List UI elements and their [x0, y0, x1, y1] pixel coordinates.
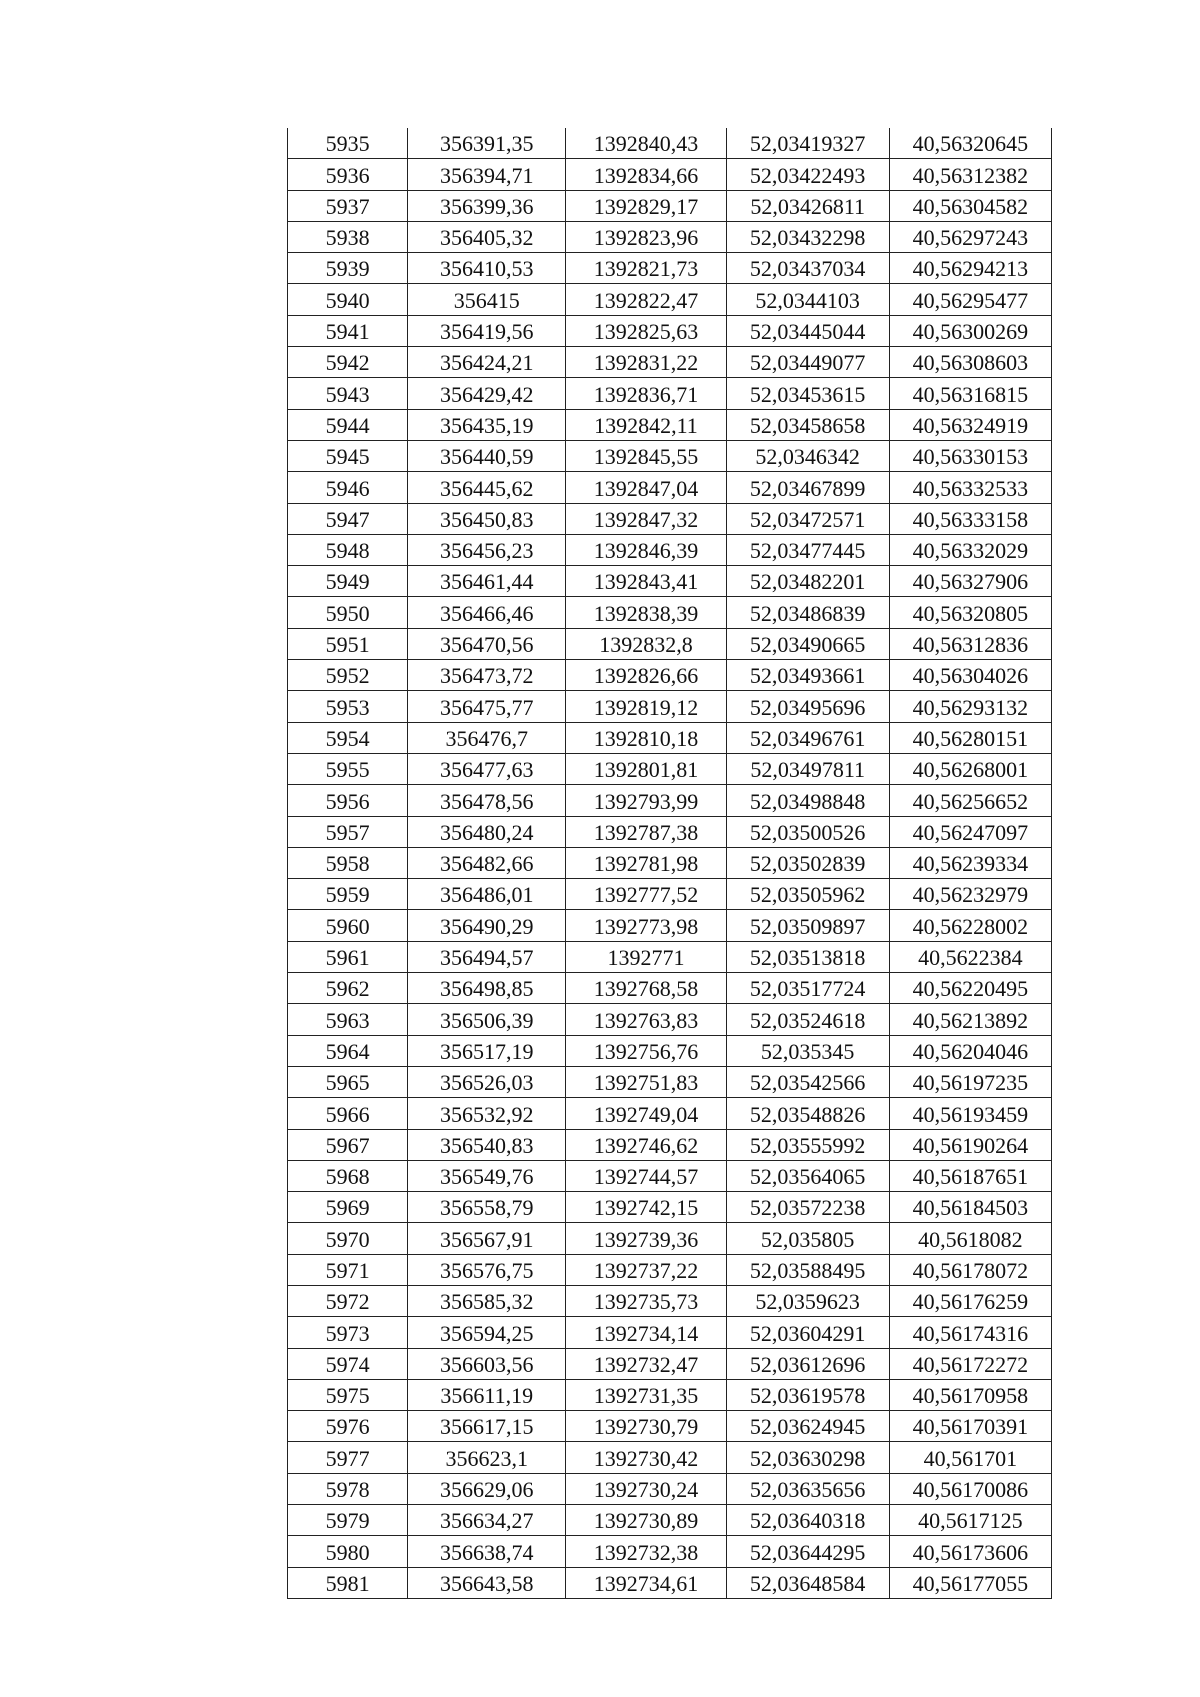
y-coordinate-cell: 1392737,22: [566, 1254, 726, 1285]
longitude-cell: 40,56304582: [889, 190, 1051, 221]
longitude-cell: 40,56174316: [889, 1317, 1051, 1348]
y-coordinate-cell: 1392746,62: [566, 1129, 726, 1160]
x-coordinate-cell: 356594,25: [408, 1317, 566, 1348]
latitude-cell: 52,03467899: [726, 472, 889, 503]
y-coordinate-cell: 1392734,14: [566, 1317, 726, 1348]
table-row: [288, 691, 1052, 722]
y-coordinate-cell: 1392731,35: [566, 1379, 726, 1410]
latitude-cell: 52,03624945: [726, 1411, 889, 1442]
latitude-cell: 52,03458658: [726, 409, 889, 440]
latitude-cell: 52,03564065: [726, 1160, 889, 1191]
latitude-cell: 52,03513818: [726, 941, 889, 972]
y-coordinate-cell: 1392819,12: [566, 691, 726, 722]
table-row: [288, 1473, 1052, 1504]
table-row: [288, 973, 1052, 1004]
x-coordinate-cell: 356410,53: [408, 253, 566, 284]
y-coordinate-cell: 1392847,04: [566, 472, 726, 503]
x-coordinate-cell: 356405,32: [408, 221, 566, 252]
y-coordinate-cell: 1392771: [566, 941, 726, 972]
latitude-cell: 52,03630298: [726, 1442, 889, 1473]
x-coordinate-cell: 356415: [408, 284, 566, 315]
x-coordinate-cell: 356634,27: [408, 1505, 566, 1536]
table-row: [288, 1192, 1052, 1223]
latitude-cell: 52,03490665: [726, 628, 889, 659]
table-row: [288, 315, 1052, 346]
x-coordinate-cell: 356461,44: [408, 566, 566, 597]
point-number-cell: 5960: [288, 910, 408, 941]
table-row: [288, 1567, 1052, 1598]
x-coordinate-cell: 356429,42: [408, 378, 566, 409]
x-coordinate-cell: 356486,01: [408, 879, 566, 910]
y-coordinate-cell: 1392801,81: [566, 753, 726, 784]
y-coordinate-cell: 1392732,38: [566, 1536, 726, 1567]
x-coordinate-cell: 356643,58: [408, 1567, 566, 1598]
point-number-cell: 5946: [288, 472, 408, 503]
point-number-cell: 5962: [288, 973, 408, 1004]
point-number-cell: 5935: [288, 128, 408, 159]
latitude-cell: 52,03635656: [726, 1473, 889, 1504]
point-number-cell: 5938: [288, 221, 408, 252]
y-coordinate-cell: 1392846,39: [566, 534, 726, 565]
point-number-cell: 5978: [288, 1473, 408, 1504]
x-coordinate-cell: 356391,35: [408, 128, 566, 159]
table-row: [288, 1004, 1052, 1035]
y-coordinate-cell: 1392751,83: [566, 1066, 726, 1097]
longitude-cell: 40,56190264: [889, 1129, 1051, 1160]
point-number-cell: 5957: [288, 816, 408, 847]
x-coordinate-cell: 356394,71: [408, 159, 566, 190]
table-row: [288, 190, 1052, 221]
point-number-cell: 5973: [288, 1317, 408, 1348]
table-row: [288, 722, 1052, 753]
longitude-cell: 40,56324919: [889, 409, 1051, 440]
y-coordinate-cell: 1392821,73: [566, 253, 726, 284]
latitude-cell: 52,03422493: [726, 159, 889, 190]
table-row: [288, 409, 1052, 440]
y-coordinate-cell: 1392773,98: [566, 910, 726, 941]
table-row: [288, 1505, 1052, 1536]
point-number-cell: 5970: [288, 1223, 408, 1254]
point-number-cell: 5959: [288, 879, 408, 910]
table-row: [288, 1160, 1052, 1191]
y-coordinate-cell: 1392810,18: [566, 722, 726, 753]
latitude-cell: 52,03453615: [726, 378, 889, 409]
y-coordinate-cell: 1392742,15: [566, 1192, 726, 1223]
point-number-cell: 5969: [288, 1192, 408, 1223]
latitude-cell: 52,03449077: [726, 347, 889, 378]
y-coordinate-cell: 1392829,17: [566, 190, 726, 221]
latitude-cell: 52,0346342: [726, 440, 889, 471]
x-coordinate-cell: 356435,19: [408, 409, 566, 440]
coordinates-table: [287, 128, 1052, 1599]
point-number-cell: 5955: [288, 753, 408, 784]
point-number-cell: 5958: [288, 847, 408, 878]
longitude-cell: 40,56330153: [889, 440, 1051, 471]
x-coordinate-cell: 356466,46: [408, 597, 566, 628]
table-row: [288, 566, 1052, 597]
table-row: [288, 847, 1052, 878]
longitude-cell: 40,56312836: [889, 628, 1051, 659]
table-row: [288, 597, 1052, 628]
longitude-cell: 40,56294213: [889, 253, 1051, 284]
longitude-cell: 40,56187651: [889, 1160, 1051, 1191]
point-number-cell: 5967: [288, 1129, 408, 1160]
longitude-cell: 40,56178072: [889, 1254, 1051, 1285]
x-coordinate-cell: 356567,91: [408, 1223, 566, 1254]
longitude-cell: 40,56172272: [889, 1348, 1051, 1379]
latitude-cell: 52,035805: [726, 1223, 889, 1254]
table-row: [288, 1442, 1052, 1473]
latitude-cell: 52,03619578: [726, 1379, 889, 1410]
point-number-cell: 5939: [288, 253, 408, 284]
longitude-cell: 40,56300269: [889, 315, 1051, 346]
x-coordinate-cell: 356399,36: [408, 190, 566, 221]
point-number-cell: 5974: [288, 1348, 408, 1379]
y-coordinate-cell: 1392730,42: [566, 1442, 726, 1473]
table-row: [288, 1536, 1052, 1567]
longitude-cell: 40,56228002: [889, 910, 1051, 941]
point-number-cell: 5979: [288, 1505, 408, 1536]
y-coordinate-cell: 1392749,04: [566, 1098, 726, 1129]
y-coordinate-cell: 1392763,83: [566, 1004, 726, 1035]
point-number-cell: 5980: [288, 1536, 408, 1567]
latitude-cell: 52,03524618: [726, 1004, 889, 1035]
longitude-cell: 40,56170391: [889, 1411, 1051, 1442]
table-row: [288, 1098, 1052, 1129]
x-coordinate-cell: 356445,62: [408, 472, 566, 503]
latitude-cell: 52,03496761: [726, 722, 889, 753]
longitude-cell: 40,56320805: [889, 597, 1051, 628]
table-row: [288, 1379, 1052, 1410]
y-coordinate-cell: 1392781,98: [566, 847, 726, 878]
longitude-cell: 40,56332029: [889, 534, 1051, 565]
y-coordinate-cell: 1392847,32: [566, 503, 726, 534]
latitude-cell: 52,03437034: [726, 253, 889, 284]
latitude-cell: 52,03502839: [726, 847, 889, 878]
y-coordinate-cell: 1392768,58: [566, 973, 726, 1004]
longitude-cell: 40,56327906: [889, 566, 1051, 597]
latitude-cell: 52,03555992: [726, 1129, 889, 1160]
latitude-cell: 52,035345: [726, 1035, 889, 1066]
x-coordinate-cell: 356475,77: [408, 691, 566, 722]
point-number-cell: 5971: [288, 1254, 408, 1285]
y-coordinate-cell: 1392836,71: [566, 378, 726, 409]
x-coordinate-cell: 356480,24: [408, 816, 566, 847]
y-coordinate-cell: 1392845,55: [566, 440, 726, 471]
point-number-cell: 5956: [288, 785, 408, 816]
x-coordinate-cell: 356490,29: [408, 910, 566, 941]
longitude-cell: 40,56268001: [889, 753, 1051, 784]
point-number-cell: 5981: [288, 1567, 408, 1598]
point-number-cell: 5949: [288, 566, 408, 597]
longitude-cell: 40,56193459: [889, 1098, 1051, 1129]
point-number-cell: 5961: [288, 941, 408, 972]
latitude-cell: 52,03500526: [726, 816, 889, 847]
y-coordinate-cell: 1392825,63: [566, 315, 726, 346]
x-coordinate-cell: 356629,06: [408, 1473, 566, 1504]
y-coordinate-cell: 1392831,22: [566, 347, 726, 378]
y-coordinate-cell: 1392730,89: [566, 1505, 726, 1536]
table-row: [288, 1254, 1052, 1285]
table-row: [288, 284, 1052, 315]
longitude-cell: 40,56173606: [889, 1536, 1051, 1567]
y-coordinate-cell: 1392739,36: [566, 1223, 726, 1254]
table-row: [288, 1035, 1052, 1066]
y-coordinate-cell: 1392734,61: [566, 1567, 726, 1598]
x-coordinate-cell: 356617,15: [408, 1411, 566, 1442]
y-coordinate-cell: 1392826,66: [566, 660, 726, 691]
point-number-cell: 5965: [288, 1066, 408, 1097]
x-coordinate-cell: 356473,72: [408, 660, 566, 691]
point-number-cell: 5940: [288, 284, 408, 315]
x-coordinate-cell: 356611,19: [408, 1379, 566, 1410]
longitude-cell: 40,56308603: [889, 347, 1051, 378]
x-coordinate-cell: 356603,56: [408, 1348, 566, 1379]
latitude-cell: 52,03604291: [726, 1317, 889, 1348]
x-coordinate-cell: 356450,83: [408, 503, 566, 534]
point-number-cell: 5937: [288, 190, 408, 221]
x-coordinate-cell: 356638,74: [408, 1536, 566, 1567]
y-coordinate-cell: 1392793,99: [566, 785, 726, 816]
coordinates-table-body: [288, 128, 1052, 1598]
point-number-cell: 5954: [288, 722, 408, 753]
longitude-cell: 40,56197235: [889, 1066, 1051, 1097]
table-row: [288, 1066, 1052, 1097]
x-coordinate-cell: 356482,66: [408, 847, 566, 878]
latitude-cell: 52,03648584: [726, 1567, 889, 1598]
longitude-cell: 40,56304026: [889, 660, 1051, 691]
latitude-cell: 52,03612696: [726, 1348, 889, 1379]
x-coordinate-cell: 356424,21: [408, 347, 566, 378]
latitude-cell: 52,03477445: [726, 534, 889, 565]
table-row: [288, 347, 1052, 378]
point-number-cell: 5952: [288, 660, 408, 691]
table-row: [288, 753, 1052, 784]
y-coordinate-cell: 1392756,76: [566, 1035, 726, 1066]
table-row: [288, 910, 1052, 941]
longitude-cell: 40,56232979: [889, 879, 1051, 910]
x-coordinate-cell: 356494,57: [408, 941, 566, 972]
point-number-cell: 5945: [288, 440, 408, 471]
longitude-cell: 40,5617125: [889, 1505, 1051, 1536]
table-row: [288, 785, 1052, 816]
x-coordinate-cell: 356576,75: [408, 1254, 566, 1285]
y-coordinate-cell: 1392843,41: [566, 566, 726, 597]
point-number-cell: 5964: [288, 1035, 408, 1066]
longitude-cell: 40,56239334: [889, 847, 1051, 878]
point-number-cell: 5936: [288, 159, 408, 190]
point-number-cell: 5943: [288, 378, 408, 409]
y-coordinate-cell: 1392842,11: [566, 409, 726, 440]
y-coordinate-cell: 1392840,43: [566, 128, 726, 159]
longitude-cell: 40,56295477: [889, 284, 1051, 315]
y-coordinate-cell: 1392730,24: [566, 1473, 726, 1504]
y-coordinate-cell: 1392735,73: [566, 1285, 726, 1316]
latitude-cell: 52,03498848: [726, 785, 889, 816]
table-row: [288, 879, 1052, 910]
x-coordinate-cell: 356456,23: [408, 534, 566, 565]
x-coordinate-cell: 356526,03: [408, 1066, 566, 1097]
table-row: [288, 1223, 1052, 1254]
point-number-cell: 5968: [288, 1160, 408, 1191]
longitude-cell: 40,56320645: [889, 128, 1051, 159]
x-coordinate-cell: 356506,39: [408, 1004, 566, 1035]
y-coordinate-cell: 1392823,96: [566, 221, 726, 252]
longitude-cell: 40,56312382: [889, 159, 1051, 190]
longitude-cell: 40,56184503: [889, 1192, 1051, 1223]
longitude-cell: 40,56170086: [889, 1473, 1051, 1504]
point-number-cell: 5948: [288, 534, 408, 565]
latitude-cell: 52,03432298: [726, 221, 889, 252]
longitude-cell: 40,56247097: [889, 816, 1051, 847]
table-row: [288, 534, 1052, 565]
longitude-cell: 40,56316815: [889, 378, 1051, 409]
latitude-cell: 52,03644295: [726, 1536, 889, 1567]
table-row: [288, 660, 1052, 691]
point-number-cell: 5944: [288, 409, 408, 440]
longitude-cell: 40,56177055: [889, 1567, 1051, 1598]
y-coordinate-cell: 1392730,79: [566, 1411, 726, 1442]
longitude-cell: 40,56176259: [889, 1285, 1051, 1316]
longitude-cell: 40,5618082: [889, 1223, 1051, 1254]
x-coordinate-cell: 356477,63: [408, 753, 566, 784]
point-number-cell: 5972: [288, 1285, 408, 1316]
table-row: [288, 941, 1052, 972]
x-coordinate-cell: 356558,79: [408, 1192, 566, 1223]
latitude-cell: 52,0344103: [726, 284, 889, 315]
latitude-cell: 52,03493661: [726, 660, 889, 691]
longitude-cell: 40,56204046: [889, 1035, 1051, 1066]
point-number-cell: 5976: [288, 1411, 408, 1442]
y-coordinate-cell: 1392834,66: [566, 159, 726, 190]
point-number-cell: 5947: [288, 503, 408, 534]
y-coordinate-cell: 1392832,8: [566, 628, 726, 659]
y-coordinate-cell: 1392744,57: [566, 1160, 726, 1191]
point-number-cell: 5963: [288, 1004, 408, 1035]
latitude-cell: 52,03572238: [726, 1192, 889, 1223]
table-row: [288, 628, 1052, 659]
table-row: [288, 1285, 1052, 1316]
longitude-cell: 40,561701: [889, 1442, 1051, 1473]
longitude-cell: 40,5622384: [889, 941, 1051, 972]
x-coordinate-cell: 356419,56: [408, 315, 566, 346]
latitude-cell: 52,03640318: [726, 1505, 889, 1536]
x-coordinate-cell: 356470,56: [408, 628, 566, 659]
latitude-cell: 52,03426811: [726, 190, 889, 221]
point-number-cell: 5942: [288, 347, 408, 378]
latitude-cell: 52,03445044: [726, 315, 889, 346]
latitude-cell: 52,03497811: [726, 753, 889, 784]
latitude-cell: 52,0359623: [726, 1285, 889, 1316]
point-number-cell: 5941: [288, 315, 408, 346]
table-row: [288, 440, 1052, 471]
x-coordinate-cell: 356440,59: [408, 440, 566, 471]
table-row: [288, 378, 1052, 409]
latitude-cell: 52,03517724: [726, 973, 889, 1004]
point-number-cell: 5953: [288, 691, 408, 722]
latitude-cell: 52,03482201: [726, 566, 889, 597]
latitude-cell: 52,03509897: [726, 910, 889, 941]
latitude-cell: 52,03505962: [726, 879, 889, 910]
latitude-cell: 52,03588495: [726, 1254, 889, 1285]
point-number-cell: 5975: [288, 1379, 408, 1410]
table-row: [288, 253, 1052, 284]
table-row: [288, 1348, 1052, 1379]
longitude-cell: 40,56333158: [889, 503, 1051, 534]
table-row: [288, 128, 1052, 159]
latitude-cell: 52,03486839: [726, 597, 889, 628]
longitude-cell: 40,56220495: [889, 973, 1051, 1004]
x-coordinate-cell: 356517,19: [408, 1035, 566, 1066]
latitude-cell: 52,03548826: [726, 1098, 889, 1129]
table-row: [288, 159, 1052, 190]
longitude-cell: 40,56293132: [889, 691, 1051, 722]
x-coordinate-cell: 356498,85: [408, 973, 566, 1004]
longitude-cell: 40,56170958: [889, 1379, 1051, 1410]
x-coordinate-cell: 356478,56: [408, 785, 566, 816]
latitude-cell: 52,03495696: [726, 691, 889, 722]
table-row: [288, 503, 1052, 534]
x-coordinate-cell: 356585,32: [408, 1285, 566, 1316]
y-coordinate-cell: 1392777,52: [566, 879, 726, 910]
y-coordinate-cell: 1392787,38: [566, 816, 726, 847]
table-row: [288, 221, 1052, 252]
longitude-cell: 40,56332533: [889, 472, 1051, 503]
table-row: [288, 816, 1052, 847]
latitude-cell: 52,03419327: [726, 128, 889, 159]
x-coordinate-cell: 356623,1: [408, 1442, 566, 1473]
longitude-cell: 40,56297243: [889, 221, 1051, 252]
x-coordinate-cell: 356532,92: [408, 1098, 566, 1129]
latitude-cell: 52,03542566: [726, 1066, 889, 1097]
latitude-cell: 52,03472571: [726, 503, 889, 534]
longitude-cell: 40,56256652: [889, 785, 1051, 816]
longitude-cell: 40,56280151: [889, 722, 1051, 753]
x-coordinate-cell: 356476,7: [408, 722, 566, 753]
longitude-cell: 40,56213892: [889, 1004, 1051, 1035]
x-coordinate-cell: 356540,83: [408, 1129, 566, 1160]
point-number-cell: 5966: [288, 1098, 408, 1129]
point-number-cell: 5950: [288, 597, 408, 628]
table-row: [288, 1411, 1052, 1442]
y-coordinate-cell: 1392838,39: [566, 597, 726, 628]
point-number-cell: 5977: [288, 1442, 408, 1473]
point-number-cell: 5951: [288, 628, 408, 659]
table-row: [288, 1317, 1052, 1348]
y-coordinate-cell: 1392822,47: [566, 284, 726, 315]
x-coordinate-cell: 356549,76: [408, 1160, 566, 1191]
y-coordinate-cell: 1392732,47: [566, 1348, 726, 1379]
table-row: [288, 1129, 1052, 1160]
table-row: [288, 472, 1052, 503]
